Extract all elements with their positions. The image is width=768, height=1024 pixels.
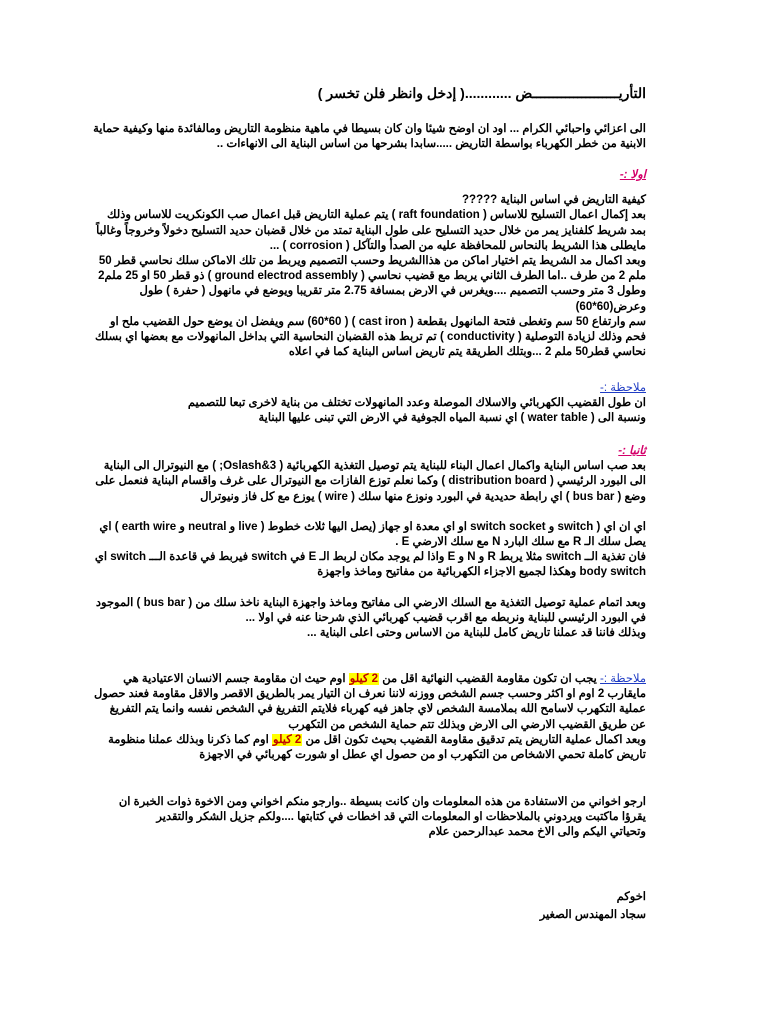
section-2-line-5: فان تغذية الــ switch مثلا يربط R و N و E واذا لم يوجد مكان لربط الـ E في switch فيربط في قاعدة الـــ switch اي body switch وهكذا لجميع الاجزاء الكهربائية من مفاتيح وماخذ واجهزة	[94, 551, 646, 579]
section-2-heading: ثانيا :-	[618, 445, 646, 457]
section-2	[92, 444, 646, 641]
note-2-line-1: يجب ان تكون مقاومة القضيب النهائية اقل من 2 كيلو اوم حيث ان مقاومة جسم الانسان الاعتيادية هي مايقارب 2 اوم او اكثر وحسب جسم الشخص ووزنه لاننا نعرف ان التيار يمر بالطريق الاقصر والاقل مقاومة فعند حصول عملية التكهرب لاسامح الله بملامسة الشخص لاي جاهز فيه كهرباء فلايتم التفريغ في الشخص نفسه وانما يتم التفريغ عن طريق القضيب الارضي الى الارض وبذلك تتم حماية الشخص من التكهرب	[94, 673, 646, 731]
closing-line-1: ارجو اخواني من الاستفادة من هذه المعلومات وان كانت بسيطة ..وارجو منكم اخواني ومن الاخوة ذوات الخبرة ان يقرؤا ماكتبت ويردوني بالملاحظات او المعلومات التي قد اخطات في كتابتها ....ولكم جزيل الشكر والتقدير	[118, 796, 646, 824]
section-2-line-1: بعد صب اساس البناية واكمال اعمال البناء للبناية يتم توصيل التغذية الكهربائية ( Oslash&3; ) مع النيوترال الى البناية	[103, 460, 646, 473]
signature-line-1: اخوكم	[616, 891, 646, 903]
note-2-heading: ملاحظة :-	[600, 673, 646, 685]
intro-text: الى اعزائي واحبائي الكرام ... اود ان اوضح شيئا وان كان بسيطا في ماهية منظومة التاريض ومالفائدة منها وكيفية حماية الابنية من خطر الكهرباء بواسطة التاريض .....سابدا بشرحها من اساس البناية الى الانهاءات ..	[93, 123, 646, 151]
section-2-line-2: الى البورد الرئيسي ( distribution board ) وكما نعلم توزع الفازات مع النيوترال على غرف واقسام البناية فنعمل على وضع ( bus bar ) اي رابطة حديدية في البورد ونوزع منها سلك ( wire ) يوزع مع كل فاز ونيوترال	[95, 475, 646, 503]
highlight-value: 2 كيلو	[273, 733, 302, 746]
page-title: التأريـــــــــــــــــــــض ............( إدخل وانظر فلن تخسر )	[317, 85, 646, 101]
note-2-line-2: وبعد اكمال عملية التاريض يتم تدقيق مقاومة القضيب بحيث تكون اقل من 2 كيلو اوم كما ذكرنا وبذلك عملنا منظومة تاريض كاملة تحمي الاشخاص من التكهرب او من حصول اي عطل او شورت كهربائي في الاجهزة	[108, 733, 646, 762]
section-1-line-1: بعد إكمال اعمال التسليح للاساس ( raft foundation ) يتم عملية التاريض قبل اعمال صب الكونكريت للاساس وذلك بمد شريط كلفنايز يمر من خلال حديد التسليح على طول البناية تمتد من خلال قضبان حديد التسليح دخولاً وخروجاً وغالباً مايطلى هذا الشريط بالنحاس للمحافظة عليه من الصدأ والتآكل ( corrosion ) ...	[96, 209, 646, 252]
section-1	[92, 168, 646, 360]
closing-line-2: وتحياتي اليكم والى الاخ محمد عبدالرحمن علام	[428, 826, 646, 839]
highlight-value: 2 كيلو	[349, 673, 379, 685]
note-1	[92, 381, 646, 427]
note-1-line-2: ونسبة الى ( water table ) اي نسبة المياه الجوفية في الارض التي تبنى عليها البناية	[258, 412, 646, 425]
section-2-line-8: وبذلك فاننا قد عملنا تاريض كامل للبناية من الاساس وحتى اعلى البناية ...	[307, 627, 646, 640]
section-2-line-4: اي ان اي ( switch و switch socket او اي معدة او جهاز (يصل اليها ثلاث خطوط ( live و neutral و earth wire ) اي يصل سلك الـ R مع سلك البارد N مع سلك الارضي E .	[99, 520, 646, 549]
section-1-heading: اولا :-	[619, 169, 646, 181]
section-2-line-7: وبعد اتمام عملية توصيل التغذية مع السلك الارضي الى مفاتيح وماخذ واجهزة البناية ناخذ سلك من ( bus bar ) الموجود في البورد الرئيسي للبناية ونربطه مع اقرب قضيب كهربائي الذي شرحنا عنه في اولا ...	[95, 596, 646, 624]
note-2	[92, 672, 646, 763]
section-1-line-2: وبعد اكمال مد الشريط يتم اختيار اماكن من هذاالشريط وحسب التصميم ويربط من تلك الاماكن سلك نحاسي قطر 50 ملم 2 من طرف ..اما الطرف الثاني يربط مع قضيب نحاسي ( ground electrod assembly ) ذو قطر 50 او 25 ملم2 وطول 3 متر وحسب التصميم ....ويغرس في الارض بمسافة 2.75 متر تقريبا ويوضع في مانهول ( حفرة ) طول وعرض(60*60)	[98, 255, 646, 313]
signature-line-2: سجاد المهندس الصغير	[539, 909, 646, 922]
note-1-line-1: ان طول القضيب الكهربائي والاسلاك الموصلة وعدد المانهولات تختلف من بناية لاخرى تبعا للتصميم	[187, 397, 646, 410]
signature	[92, 890, 646, 923]
note-1-heading: ملاحظة :-	[600, 382, 646, 394]
section-1-line-3: سم وارتفاع 50 سم وتغطى فتحة المانهول بقطعة ( cast iron ) ( 60*60) سم ويفضل ان يوضع حول القضيب ملح او فحم وذلك لزيادة التوصلية ( conductivity ) تم تربط هذه القضبان النحاسية التي بداخل المانهولات مع بعضها اي بسلك نحاسي قطر50 ملم 2 ...وبتلك الطريقة يتم تاريض اساس البناية كما في اعلاه	[95, 315, 646, 359]
section-1-subtitle: كيفية التاريض في اساس البناية ?????	[462, 194, 646, 207]
closing-paragraph	[92, 795, 646, 841]
intro-paragraph	[92, 122, 646, 152]
